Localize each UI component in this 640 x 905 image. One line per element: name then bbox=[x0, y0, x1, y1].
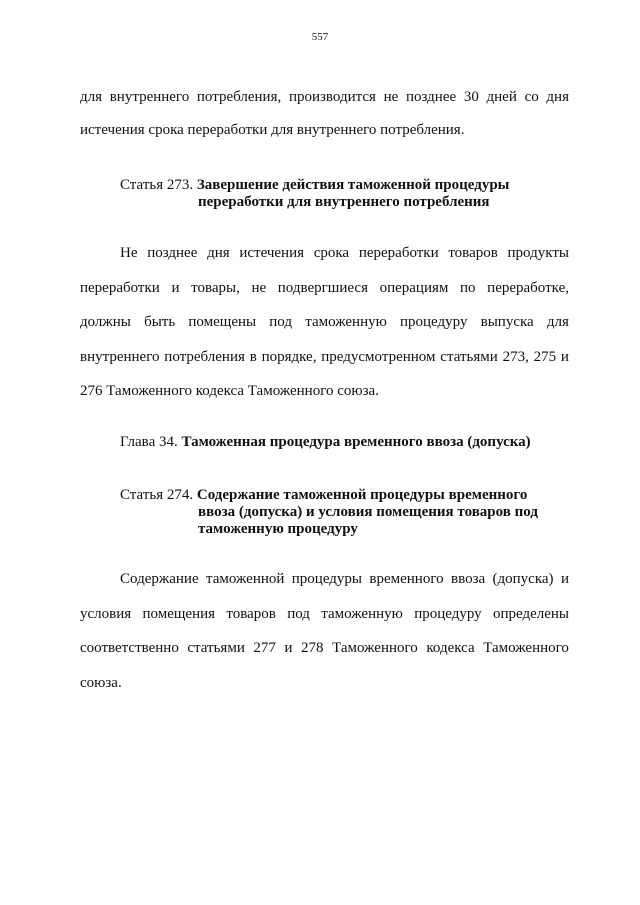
word: кодекса bbox=[426, 640, 475, 656]
word: товары, bbox=[191, 280, 240, 296]
word: не bbox=[383, 89, 399, 105]
word: позднее bbox=[405, 89, 457, 105]
word: процедуры bbox=[291, 571, 363, 587]
article-274-prefix: Статья 274. bbox=[120, 487, 194, 503]
article-273-title-2: переработки для внутреннего потребления bbox=[198, 194, 490, 210]
intro-line-1 bbox=[80, 88, 569, 106]
word: потребления, bbox=[196, 89, 282, 105]
word: Таможенного bbox=[483, 640, 569, 656]
article-274-body-1 bbox=[120, 570, 569, 588]
word: со bbox=[524, 89, 539, 105]
article-273-body-1 bbox=[120, 244, 569, 262]
word: и bbox=[560, 349, 569, 365]
page-number: 557 bbox=[311, 31, 329, 43]
article-274-title-3: таможенную процедуру bbox=[198, 521, 358, 537]
word: 273, bbox=[502, 349, 529, 365]
word: переработки bbox=[358, 245, 439, 261]
word: 30 bbox=[463, 89, 479, 105]
word: продукты bbox=[507, 245, 569, 261]
word: ввоза bbox=[451, 571, 486, 587]
word: Содержание bbox=[120, 571, 199, 587]
word: помещены bbox=[188, 314, 257, 330]
word: и bbox=[171, 280, 180, 296]
word: выпуска bbox=[480, 314, 534, 330]
word: истечения bbox=[239, 245, 305, 261]
word: под bbox=[287, 606, 310, 622]
word: соответственно bbox=[80, 640, 179, 656]
word: в bbox=[249, 349, 257, 365]
article-274-body-3 bbox=[80, 639, 569, 657]
article-273-body-2 bbox=[80, 279, 569, 297]
word: таможенную bbox=[305, 314, 387, 330]
word: помещения bbox=[142, 606, 216, 622]
word: 277 bbox=[253, 640, 276, 656]
word: для bbox=[546, 314, 569, 330]
word: потребления bbox=[164, 349, 245, 365]
word: для bbox=[80, 89, 103, 105]
word: товаров bbox=[448, 245, 498, 261]
word: по bbox=[460, 280, 476, 296]
word: условия bbox=[80, 606, 132, 622]
intro-line-2: истечения срока переработки для внутреннего потребления. bbox=[80, 122, 465, 138]
word: процедуру bbox=[414, 606, 482, 622]
article-273-title-1: Завершение действия таможенной процедуры bbox=[196, 177, 510, 193]
word: процедуру bbox=[400, 314, 468, 330]
word: под bbox=[269, 314, 293, 330]
word: быть bbox=[144, 314, 176, 330]
word: позднее bbox=[147, 245, 198, 261]
article-274-title-1: Содержание таможенной процедуры временного bbox=[196, 487, 528, 503]
word: 278 bbox=[301, 640, 324, 656]
word: статьями bbox=[440, 349, 498, 365]
word: таможенной bbox=[205, 571, 285, 587]
word: 275 bbox=[533, 349, 557, 365]
word: подвергшиеся bbox=[277, 280, 368, 296]
word: таможенную bbox=[321, 606, 403, 622]
word: внутреннего bbox=[80, 349, 160, 365]
word: и bbox=[284, 640, 293, 656]
word: переработки bbox=[80, 280, 160, 296]
word: производится bbox=[288, 89, 376, 105]
word: срока bbox=[313, 245, 350, 261]
word: дня bbox=[207, 245, 230, 261]
word: товаров bbox=[226, 606, 276, 622]
word: не bbox=[251, 280, 267, 296]
article-274-body-4: союза. bbox=[80, 675, 122, 691]
article-273-heading bbox=[120, 176, 509, 194]
article-274-title-2: ввоза (допуска) и условия помещения товаров под bbox=[198, 504, 538, 520]
word: порядке, bbox=[261, 349, 317, 365]
word: временного bbox=[369, 571, 444, 587]
article-273-prefix: Статья 273. bbox=[120, 177, 194, 193]
word: дней bbox=[486, 89, 517, 105]
article-273-body-3 bbox=[80, 313, 569, 331]
article-273-body-4 bbox=[80, 348, 569, 366]
word: внутреннего bbox=[109, 89, 190, 105]
word: должны bbox=[80, 314, 131, 330]
word: и bbox=[560, 571, 569, 587]
word: (допуска) bbox=[492, 571, 554, 587]
word: статьями bbox=[187, 640, 245, 656]
word: Таможенного bbox=[332, 640, 418, 656]
chapter-34-heading bbox=[120, 433, 531, 451]
word: предусмотренном bbox=[321, 349, 436, 365]
word: Не bbox=[120, 245, 138, 261]
article-274-body-2 bbox=[80, 605, 569, 623]
word: переработке, bbox=[487, 280, 569, 296]
word: определены bbox=[492, 606, 569, 622]
article-274-heading bbox=[120, 486, 527, 504]
chapter-34-title: Таможенная процедура временного ввоза (допуска) bbox=[181, 434, 531, 450]
chapter-34-prefix: Глава 34. bbox=[120, 434, 178, 450]
article-273-body-5: 276 Таможенного кодекса Таможенного союза. bbox=[80, 383, 379, 399]
word: дня bbox=[546, 89, 569, 105]
word: операциям bbox=[379, 280, 449, 296]
